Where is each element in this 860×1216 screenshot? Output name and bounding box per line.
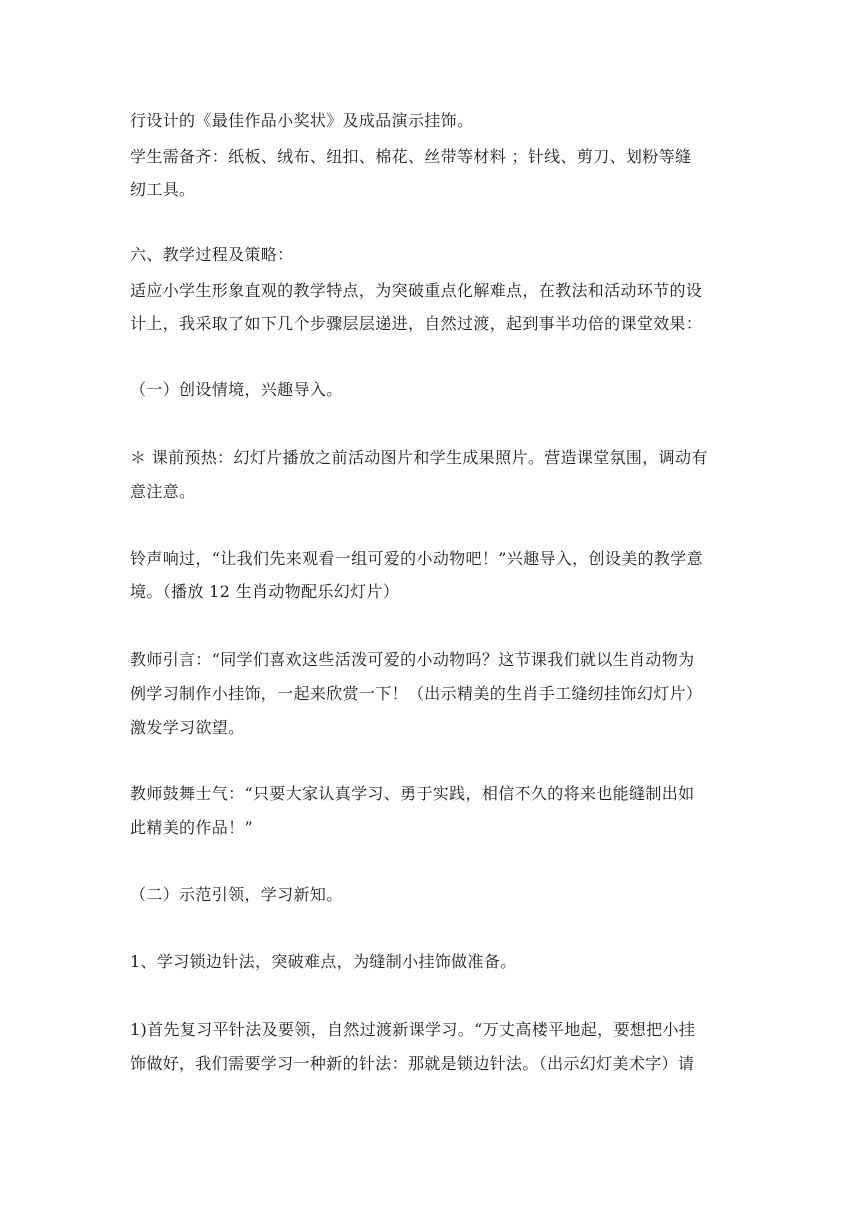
text-line: 行设计的《最佳作品小奖状》及成品演示挂饰。 <box>130 111 474 130</box>
subsection-heading: （二）示范引领，学习新知。 <box>130 885 343 904</box>
text-line: 铃声响过，“让我们先来观看一组可爱的小动物吧！”兴趣导入，创设美的教学意 <box>130 549 703 568</box>
text-line: 适应小学生形象直观的教学特点，为突破重点化解难点，在教法和活动环节的设 <box>130 281 703 300</box>
text-line: 学生需备齐：纸板、绒布、纽扣、棉花、丝带等材料 ；针线、剪刀、划粉等缝 <box>130 147 692 166</box>
section-heading: 六、教学过程及策略： <box>130 245 294 264</box>
text-line: 1)首先复习平针法及要领，自然过渡新课学习。“万丈高楼平地起，要想把小挂 <box>130 1020 696 1039</box>
text-line: 教师鼓舞士气：“只要大家认真学习、勇于实践，相信不久的将来也能缝制出如 <box>130 784 695 803</box>
text-line: 激发学习欲望。 <box>130 718 245 737</box>
text-line: 纫工具。 <box>130 180 196 199</box>
text-line: 此精美的作品！” <box>130 818 253 837</box>
text-line: 1、学习锁边针法，突破难点，为缝制小挂饰做准备。 <box>130 952 517 971</box>
text-line: 计上，我采取了如下几个步骤层层递进，自然过渡，起到事半功倍的课堂效果： <box>130 314 703 333</box>
subsection-heading: （一）创设情境，兴趣导入。 <box>130 380 343 399</box>
text-line: ＊ 课前预热：幻灯片播放之前活动图片和学生成果照片。营造课堂氛围，调动有 <box>130 448 708 467</box>
text-line: 意注意。 <box>130 482 196 501</box>
text-line: 例学习制作小挂饰，一起来欣赏一下！（出示精美的生肖手工缝纫挂饰幻灯片） <box>130 684 703 703</box>
text-line: 教师引言：“同学们喜欢这些活泼可爱的小动物吗？这节课我们就以生肖动物为 <box>130 650 695 669</box>
text-line: 饰做好，我们需要学习一种新的针法：那就是锁边针法。（出示幻灯美术字）请 <box>130 1054 695 1073</box>
text-line: 境。（播放 12 生肖动物配乐幻灯片） <box>130 582 400 601</box>
